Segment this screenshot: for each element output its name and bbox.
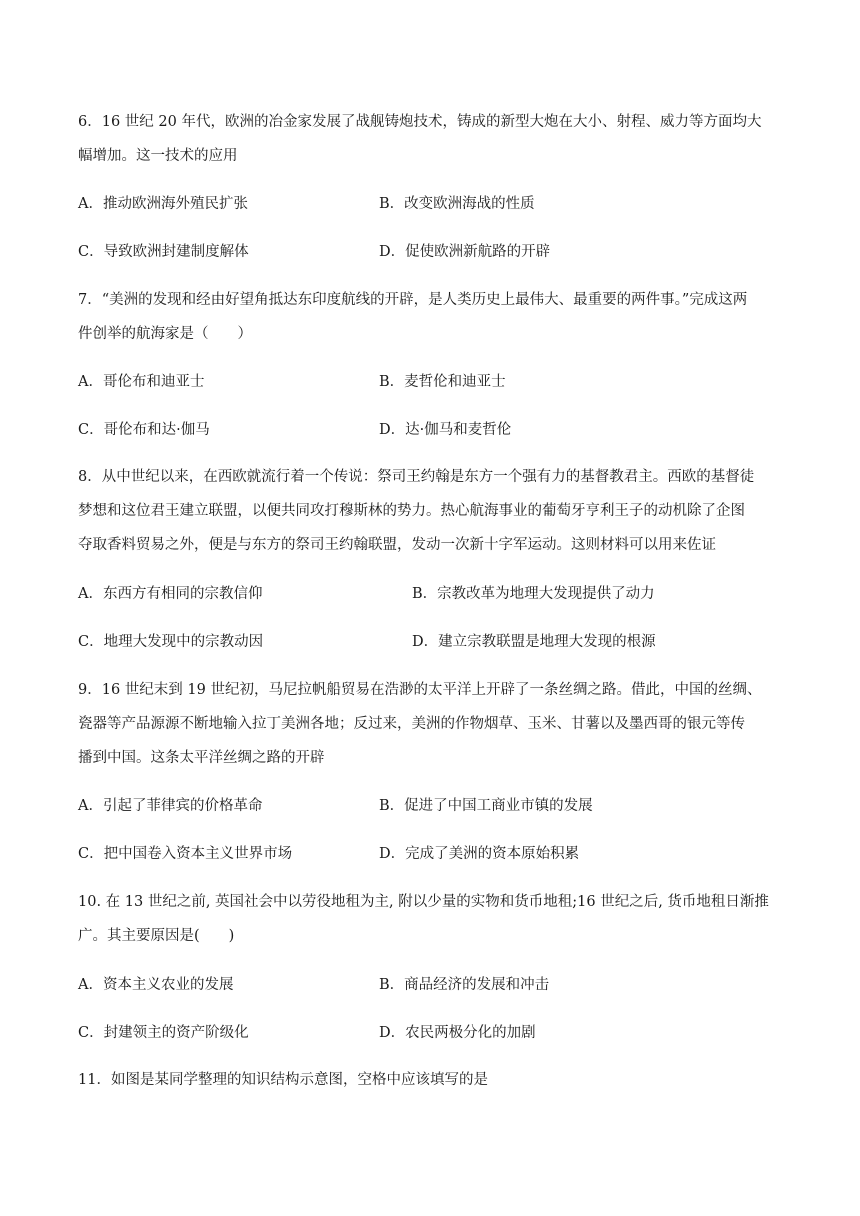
question-6-option-d: D．促使欧洲新航路的开辟	[379, 244, 551, 260]
question-8-option-b: B．宗教改革为地理大发现提供了动力	[412, 586, 655, 602]
question-7-option-c: C．哥伦布和达·伽马	[78, 422, 210, 438]
question-9-option-d: D．完成了美洲的资本原始积累	[379, 846, 580, 862]
question-7-option-d: D．达·伽马和麦哲伦	[379, 422, 512, 438]
question-10-option-c: C．封建领主的资产阶级化	[78, 1025, 249, 1041]
question-10-option-a: A．资本主义农业的发展	[78, 977, 234, 993]
question-7-option-a: A．哥伦布和迪亚士	[78, 374, 205, 390]
question-10-line-2: 广。其主要原因是( )	[78, 928, 235, 944]
question-8-option-c: C．地理大发现中的宗教动因	[78, 634, 264, 650]
question-7-option-b: B．麦哲伦和迪亚士	[379, 374, 506, 390]
question-9-option-a: A．引起了菲律宾的价格革命	[78, 798, 263, 814]
question-9-line-3: 播到中国。这条太平洋丝绸之路的开辟	[78, 750, 325, 766]
question-10-option-d: D．农民两极分化的加剧	[379, 1025, 536, 1041]
question-6-line-2: 幅增加。这一技术的应用	[78, 148, 238, 164]
question-8-option-a: A．东西方有相同的宗教信仰	[78, 586, 263, 602]
question-6-line-1: 6．16 世纪 20 年代，欧洲的冶金家发展了战舰铸炮技术，铸成的新型大炮在大小、射程、威力等方面均大	[78, 114, 762, 130]
question-11-line-1: 11．如图是某同学整理的知识结构示意图，空格中应该填写的是	[78, 1072, 488, 1088]
question-10-option-b: B．商品经济的发展和冲击	[379, 977, 550, 993]
question-6-option-b: B．改变欧洲海战的性质	[379, 196, 535, 212]
question-8-line-3: 夺取香料贸易之外，便是与东方的祭司王约翰联盟，发动一次新十字军运动。这则材料可以用来佐证	[78, 537, 716, 553]
question-8-line-2: 梦想和这位君王建立联盟，以便共同攻打穆斯林的势力。热心航海事业的葡萄牙亨利王子的动机除了企图	[78, 503, 745, 519]
question-7-line-2: 件创举的航海家是（ ）	[78, 326, 252, 342]
question-9-option-b: B．促进了中国工商业市镇的发展	[379, 798, 593, 814]
question-6-option-c: C．导致欧洲封建制度解体	[78, 244, 249, 260]
question-8-line-1: 8．从中世纪以来，在西欧就流行着一个传说：祭司王约翰是东方一个强有力的基督教君主。西欧的基督徒	[78, 469, 755, 485]
question-7-line-1: 7．“美洲的发现和经由好望角抵达东印度航线的开辟，是人类历史上最伟大、最重要的两件事。”完成这两	[78, 292, 748, 308]
question-9-option-c: C．把中国卷入资本主义世界市场	[78, 846, 293, 862]
question-6-option-a: A．推动欧洲海外殖民扩张	[78, 196, 248, 212]
question-9-line-1: 9．16 世纪末到 19 世纪初，马尼拉帆船贸易在浩渺的太平洋上开辟了一条丝绸之路。借此，中国的丝绸、	[78, 682, 762, 698]
question-10-line-1: 10. 在 13 世纪之前, 英国社会中以劳役地租为主, 附以少量的实物和货币地租;16 世纪之后, 货币地租日渐推	[78, 894, 769, 910]
question-9-line-2: 瓷器等产品源源不断地输入拉丁美洲各地；反过来，美洲的作物烟草、玉米、甘薯以及墨西哥的银元等传	[78, 716, 745, 732]
question-8-option-d: D．建立宗教联盟是地理大发现的根源	[412, 634, 656, 650]
